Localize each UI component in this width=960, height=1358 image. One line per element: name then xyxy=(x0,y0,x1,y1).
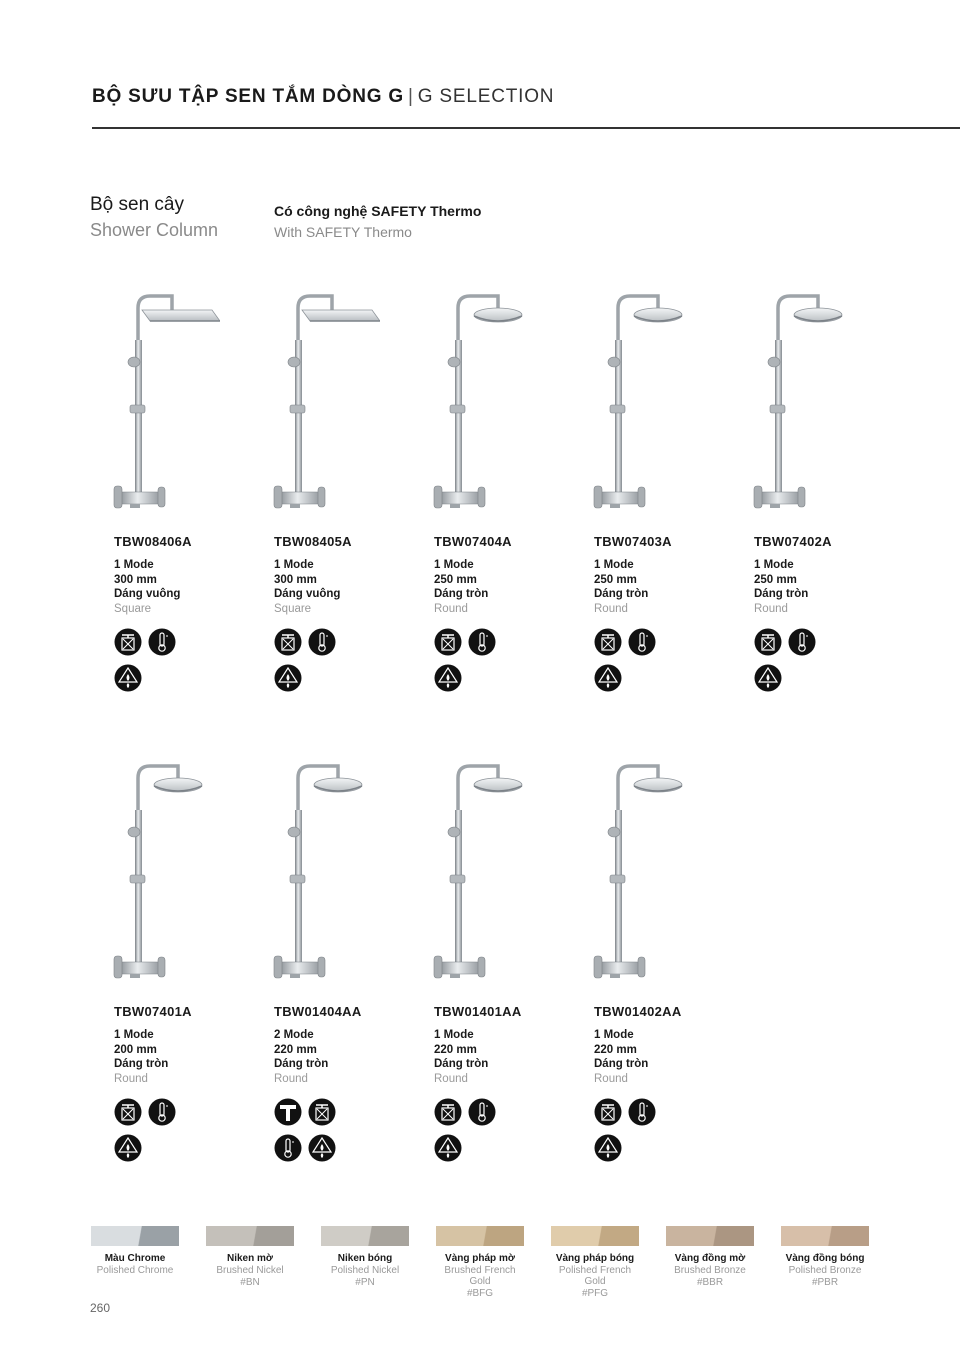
finish-code: #PBR xyxy=(811,1277,839,1288)
no-ceiling-icon xyxy=(308,1098,336,1126)
finish-name-en: Polished French Gold xyxy=(558,1265,632,1287)
category-en: Shower Column xyxy=(90,220,219,240)
thermometer-icon xyxy=(628,1098,656,1126)
product-code: TBW01402AA xyxy=(594,1004,682,1019)
product-mode: 1 Mode xyxy=(434,559,474,571)
technology-en: With SAFETY Thermo xyxy=(274,224,412,240)
finish-code: #BN xyxy=(240,1277,260,1288)
product-code: TBW08406A xyxy=(114,534,192,549)
no-ceiling-icon xyxy=(274,628,302,656)
finish-item xyxy=(665,1226,755,1288)
product-shape-en: Round xyxy=(594,602,628,615)
finish-item xyxy=(780,1226,870,1288)
product-shape-vi: Dáng tròn xyxy=(594,588,649,600)
technology-vi: Có công nghệ SAFETY Thermo xyxy=(274,203,482,219)
product-shape-en: Round xyxy=(274,1072,308,1085)
header-separator: | xyxy=(408,86,414,107)
feature-icons xyxy=(594,628,674,700)
category-vi: Bộ sen cây xyxy=(90,194,184,215)
product-mode: 2 Mode xyxy=(274,1029,314,1041)
product-code: TBW08405A xyxy=(274,534,352,549)
finish-swatch xyxy=(206,1226,294,1246)
product-card xyxy=(410,290,560,710)
product-mode: 1 Mode xyxy=(594,559,634,571)
product-code: TBW07404A xyxy=(434,534,512,549)
product-card xyxy=(250,760,400,1180)
product-card xyxy=(570,760,720,1180)
product-info xyxy=(434,534,514,700)
finish-name-en: Brushed French Gold xyxy=(444,1265,516,1287)
no-ceiling-icon xyxy=(434,1098,462,1126)
finish-swatch xyxy=(321,1226,409,1246)
product-size: 220 mm xyxy=(594,1043,637,1056)
finish-swatch xyxy=(781,1226,869,1246)
finish-name-vi: Màu Chrome xyxy=(104,1253,166,1264)
thermometer-icon xyxy=(628,628,656,656)
product-shape-en: Round xyxy=(754,602,788,615)
finish-item xyxy=(320,1226,410,1288)
eco-flame-icon xyxy=(434,664,462,692)
no-ceiling-icon xyxy=(754,628,782,656)
no-ceiling-icon xyxy=(114,1098,142,1126)
product-size: 300 mm xyxy=(114,573,157,586)
no-ceiling-icon xyxy=(594,1098,622,1126)
thermometer-icon xyxy=(148,1098,176,1126)
finish-code: #BFG xyxy=(466,1288,494,1299)
product-shape-vi: Dáng tròn xyxy=(274,1058,329,1070)
feature-icons xyxy=(274,1098,354,1170)
finish-item xyxy=(205,1226,295,1288)
thermometer-icon xyxy=(788,628,816,656)
finish-swatch xyxy=(551,1226,639,1246)
finish-name-en: Polished Chrome xyxy=(96,1265,174,1276)
product-info xyxy=(754,534,834,700)
product-shape-vi: Dáng tròn xyxy=(754,588,809,600)
finish-swatch xyxy=(436,1226,524,1246)
page-header xyxy=(92,86,554,108)
product-size: 250 mm xyxy=(594,573,637,586)
thermometer-icon xyxy=(274,1134,302,1162)
product-size: 250 mm xyxy=(754,573,797,586)
product-size: 220 mm xyxy=(434,1043,477,1056)
finish-name-en: Polished Nickel xyxy=(330,1265,400,1276)
finish-name-vi: Vàng đồng mờ xyxy=(674,1253,746,1264)
product-shape-vi: Dáng vuông xyxy=(274,588,341,600)
product-card xyxy=(90,290,240,710)
product-mode: 1 Mode xyxy=(594,1029,634,1041)
product-code: TBW07401A xyxy=(114,1004,192,1019)
page-number: 260 xyxy=(90,1301,111,1315)
product-card xyxy=(570,290,720,710)
finish-code: #PFG xyxy=(581,1288,609,1299)
header-title-light: G SELECTION xyxy=(417,86,555,107)
thermometer-icon xyxy=(308,628,336,656)
finish-name-vi: Vàng đồng bóng xyxy=(785,1253,865,1264)
thermometer-icon xyxy=(468,628,496,656)
finish-name-vi: Vàng pháp mờ xyxy=(445,1253,515,1264)
header-title-bold: BỘ SƯU TẬP SEN TẮM DÒNG G xyxy=(92,86,404,107)
product-size: 220 mm xyxy=(274,1043,317,1056)
finish-code: #PN xyxy=(355,1277,375,1288)
feature-icons xyxy=(434,1098,514,1170)
product-info xyxy=(114,1004,194,1170)
product-size: 250 mm xyxy=(434,573,477,586)
finish-code: #BBR xyxy=(696,1277,724,1288)
finish-name-vi: Vàng pháp bóng xyxy=(555,1253,635,1264)
finish-swatch xyxy=(666,1226,754,1246)
feature-icons xyxy=(754,628,834,700)
product-card xyxy=(250,290,400,710)
thermometer-icon xyxy=(148,628,176,656)
no-ceiling-icon xyxy=(434,628,462,656)
product-info xyxy=(114,534,194,700)
product-info xyxy=(594,534,674,700)
product-shape-en: Round xyxy=(434,602,468,615)
eco-flame-icon xyxy=(114,664,142,692)
product-code: TBW01401AA xyxy=(434,1004,522,1019)
finish-name-en: Polished Bronze xyxy=(788,1265,862,1276)
eco-flame-icon xyxy=(308,1134,336,1162)
ceiling-mount-icon xyxy=(274,1098,302,1126)
product-mode: 1 Mode xyxy=(754,559,794,571)
header-rule xyxy=(92,127,960,129)
eco-flame-icon xyxy=(274,664,302,692)
product-size: 300 mm xyxy=(274,573,317,586)
product-mode: 1 Mode xyxy=(434,1029,474,1041)
no-ceiling-icon xyxy=(114,628,142,656)
product-shape-vi: Dáng tròn xyxy=(594,1058,649,1070)
feature-icons xyxy=(434,628,514,700)
finish-swatch xyxy=(91,1226,179,1246)
product-card xyxy=(730,290,880,710)
product-card xyxy=(90,760,240,1180)
finish-item xyxy=(90,1226,180,1277)
eco-flame-icon xyxy=(594,664,622,692)
finish-name-en: Brushed Bronze xyxy=(674,1265,746,1276)
technology-heading xyxy=(274,203,481,240)
product-info xyxy=(274,534,354,700)
feature-icons xyxy=(114,628,194,700)
product-mode: 1 Mode xyxy=(114,1029,154,1041)
thermometer-icon xyxy=(468,1098,496,1126)
product-info xyxy=(274,1004,362,1170)
product-shape-vi: Dáng tròn xyxy=(114,1058,169,1070)
product-shape-vi: Dáng vuông xyxy=(114,588,181,600)
finish-item xyxy=(550,1226,640,1299)
product-shape-vi: Dáng tròn xyxy=(434,1058,489,1070)
feature-icons xyxy=(114,1098,194,1170)
feature-icons xyxy=(274,628,354,700)
product-shape-en: Square xyxy=(114,602,152,615)
product-shape-en: Round xyxy=(594,1072,628,1085)
product-card xyxy=(410,760,560,1180)
category-heading xyxy=(90,194,218,241)
product-code: TBW07402A xyxy=(754,534,832,549)
no-ceiling-icon xyxy=(594,628,622,656)
product-shape-en: Round xyxy=(114,1072,148,1085)
product-mode: 1 Mode xyxy=(114,559,154,571)
product-info xyxy=(434,1004,522,1170)
product-shape-vi: Dáng tròn xyxy=(434,588,489,600)
product-size: 200 mm xyxy=(114,1043,157,1056)
product-shape-en: Square xyxy=(274,602,312,615)
finish-swatches xyxy=(90,1226,890,1306)
product-code: TBW01404AA xyxy=(274,1004,362,1019)
eco-flame-icon xyxy=(114,1134,142,1162)
finish-name-vi: Niken bóng xyxy=(337,1253,393,1264)
product-mode: 1 Mode xyxy=(274,559,314,571)
finish-name-vi: Niken mờ xyxy=(226,1253,273,1264)
product-shape-en: Round xyxy=(434,1072,468,1085)
finish-name-en: Brushed Nickel xyxy=(216,1265,284,1276)
feature-icons xyxy=(594,1098,674,1170)
finish-item xyxy=(435,1226,525,1299)
eco-flame-icon xyxy=(754,664,782,692)
product-code: TBW07403A xyxy=(594,534,672,549)
eco-flame-icon xyxy=(594,1134,622,1162)
product-info xyxy=(594,1004,682,1170)
eco-flame-icon xyxy=(434,1134,462,1162)
